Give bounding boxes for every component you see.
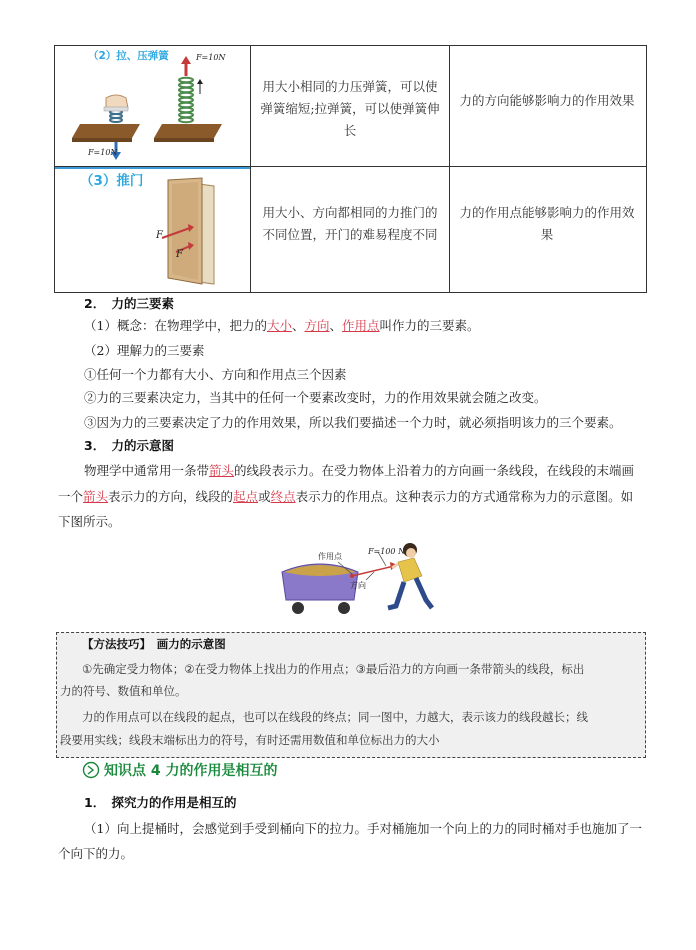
table-border: [54, 45, 55, 293]
element-item-1: ①任何一个力都有大小、方向和作用点三个因素: [84, 367, 347, 382]
term-size: 大小: [266, 318, 292, 333]
spring-figure-title: （2）拉、压弹簧: [88, 50, 169, 62]
force-label-top: F=10N: [196, 53, 226, 62]
mutual-force-line-2: 个向下的力。: [58, 846, 134, 861]
door-illustration: [140, 176, 230, 288]
table-border: [646, 45, 647, 293]
concept-prefix: （1）概念：在物理学中，把力的: [84, 318, 267, 333]
tip-line-2: 力的符号、数值和单位。: [60, 684, 187, 698]
fig-label-force: F=100 N: [368, 547, 406, 556]
force-label-bottom: F=10N: [88, 148, 118, 157]
tip-line-4: 段要用实线；线段末端标出力的符号，有时还需用数值和单位标出力的大小: [60, 733, 440, 747]
fig-label-point: 作用点: [318, 552, 342, 561]
text-run: 物理学中通常用一条带: [84, 463, 210, 478]
term-start-point: 起点: [233, 489, 259, 504]
separator: 、: [291, 318, 305, 333]
knowledge-point-title: 知识点 4 力的作用是相互的: [104, 763, 278, 779]
tip-line-1: ①先确定受力物体；②在受力物体上找出力的作用点；③最后沿力的方向画一条带箭头的线段，标出: [82, 662, 585, 676]
concept-suffix: 叫作力的三要素。: [379, 318, 480, 333]
separator: 、: [329, 318, 343, 333]
text-run: 或: [258, 489, 271, 504]
diagram-paragraph-line-2: [58, 486, 648, 507]
door-figure-title: （3）推门: [80, 173, 144, 189]
tip-line-3: 力的作用点可以在线段的起点，也可以在线段的终点；同一图中，力越大，表示该力的线段越长；线: [82, 710, 588, 724]
diagram-paragraph-line-3: 下图所示。: [58, 514, 121, 529]
spring-phenomenon: 用大小相同的力压弹簧，可以使弹簧缩短;拉弹簧，可以使弹簧伸长: [260, 79, 440, 138]
door-force-label-1: F: [156, 230, 163, 241]
cart-pulling-illustration: [270, 536, 440, 622]
door-force-label-2: F: [176, 249, 183, 260]
term-end-point: 终点: [270, 489, 296, 504]
text-run: 表示力的作用点。这种表示力的方式通常称为力的示意图。如: [295, 489, 634, 504]
term-arrow: 箭头: [83, 489, 109, 504]
diagram-paragraph-line-1: [84, 460, 648, 481]
term-point: 作用点: [342, 318, 380, 333]
door-phenomenon: 用大小、方向都相同的力推门的不同位置，开门的难易程度不同: [262, 205, 438, 242]
section-heading-three-elements: 2． 力的三要素: [84, 296, 174, 311]
element-item-2: ②力的三要素决定力，当其中的任何一个要素改变时，力的作用效果就会随之改变。: [84, 390, 547, 405]
term-arrow: 箭头: [209, 463, 235, 478]
spring-conclusion: 力的方向能够影响力的作用效果: [459, 93, 635, 108]
door-conclusion: 力的作用点能够影响力的作用效果: [459, 205, 635, 242]
table-border: [54, 45, 647, 46]
text-run: 一个: [58, 489, 84, 504]
element-item-3: ③因为力的三要素决定了力的作用效果，所以我们要描述一个力时，就必须指明该力的三个要素。: [84, 415, 622, 430]
term-direction: 方向: [304, 318, 330, 333]
table-border: [250, 45, 251, 293]
mutual-force-line-1: （1）向上提桶时，会感觉到手受到桶向下的拉力。手对桶施加一个向上的力的同时桶对手也施加了一: [84, 821, 642, 836]
knowledge-point-icon: [82, 761, 100, 779]
fig-label-direction: 方向: [350, 581, 366, 590]
text-run: 的线段表示力。在受力物体上沿着力的方向画一条线段，在线段的末端画: [234, 463, 635, 478]
text-run: 表示力的方向，线段的: [108, 489, 234, 504]
table-border: [54, 292, 647, 293]
understand-heading: （2）理解力的三要素: [84, 343, 205, 358]
concept-paragraph: [84, 315, 648, 336]
table-border: [449, 45, 450, 293]
tip-title: 【方法技巧】 画力的示意图: [82, 637, 226, 651]
section-heading-force-diagram: 3． 力的示意图: [84, 438, 174, 453]
section-heading-mutual-force: 1． 探究力的作用是相互的: [84, 795, 237, 810]
